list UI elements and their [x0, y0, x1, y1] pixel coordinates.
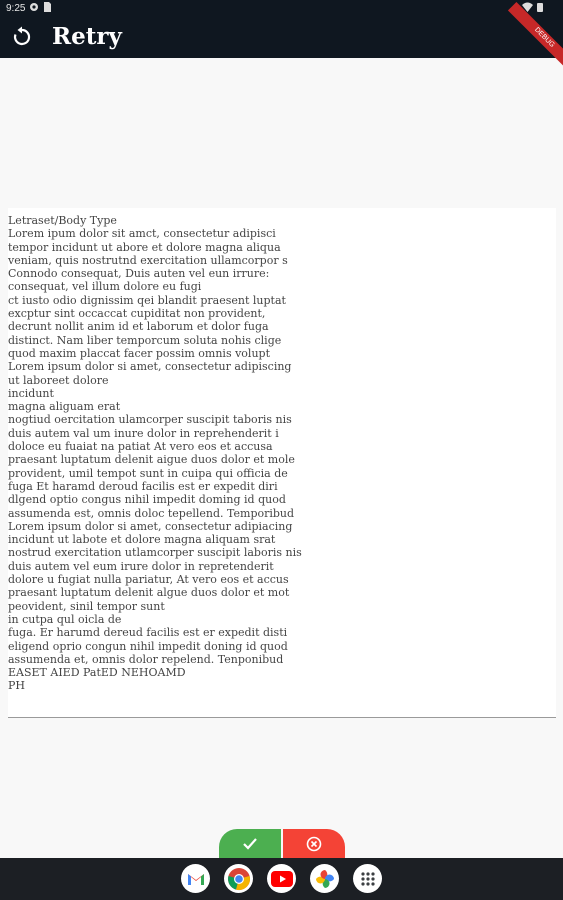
divider — [8, 717, 556, 718]
battery-icon — [537, 2, 543, 12]
ocr-result-card — [8, 208, 556, 718]
check-icon — [242, 837, 258, 851]
accept-button[interactable] — [219, 829, 281, 858]
reject-button[interactable] — [283, 829, 345, 858]
app-dock — [181, 864, 382, 893]
page-title: Retry — [52, 23, 122, 50]
app-drawer-icon[interactable] — [353, 864, 382, 893]
refresh-icon[interactable] — [11, 26, 33, 48]
sim-card-icon — [43, 2, 51, 12]
debug-banner: DEBUG — [508, 2, 563, 74]
youtube-icon[interactable] — [267, 864, 296, 893]
app-bar — [0, 18, 563, 58]
settings-status-icon — [29, 2, 39, 12]
status-bar — [0, 0, 563, 18]
photos-icon[interactable] — [310, 864, 339, 893]
cancel-circle-icon — [306, 836, 322, 852]
status-time: 9:25 — [6, 3, 26, 14]
status-notification-icons — [29, 2, 51, 12]
gmail-icon[interactable] — [181, 864, 210, 893]
ocr-text: Letraset/Body Type Lorem ipum dolor sit amct, consectetur adipisci tempor incidunt ut abore et dolore magna aliqua veniam, quis nostrutnd exercitation ullamcorpor s Connodo consequat, Duis auten vel eun irrure: consequat, vel illum dolore eu fugi ct iusto odio dignissim qei blandit praesent luptat excptur sint occaccat cupiditat non provident, decrunt nollit anim id et laborum et dolor fuga distinct. Nam liber temporcum soluta nohis clige quod maxim placcat facer possim omnis volupt Lorem ipsum dolor si amet, consectetur adipiscing ut laboreet dolore incidunt magna aliguam erat nogtiud oercitation ulamcorper suscipit taboris nis duis autem val um inure dolor in reprehenderit i doloce eu fuaiat na patiat At vero eos et accusa praesant luptatum delenit aigue duos dolor et mole provident, umil tempot sunt in cuipa qui officia de fuga Et haramd deroud facilis est er expedit diri dlgend optio congus nihil impedit doming id quod assumenda est, omnis doloc tepellend. Temporibud Lorem ipsum dolor si amet, consectetur adipiacing incidunt ut labote et dolore magna aliquam srat nostrud exercitation utlamcorper suscipit laboris nis duis autem vel eum irure dolor in repretenderit dolore u fugiat nulla pariatur, At vero eos et accus praesant luptatum delenit algue duos dolor et mot peovident, sinil tempor sunt in cutpa qul oicla de fuga. Er harumd dereud facilis est er expedit disti eligend oprio congun nihil impedit doning id quod assumenda et, omnis dolor repelend. Tenponibud EASET AIED PatED NEHOAMD PH — [8, 214, 302, 693]
navigation-bar — [0, 858, 563, 900]
chrome-icon[interactable] — [224, 864, 253, 893]
